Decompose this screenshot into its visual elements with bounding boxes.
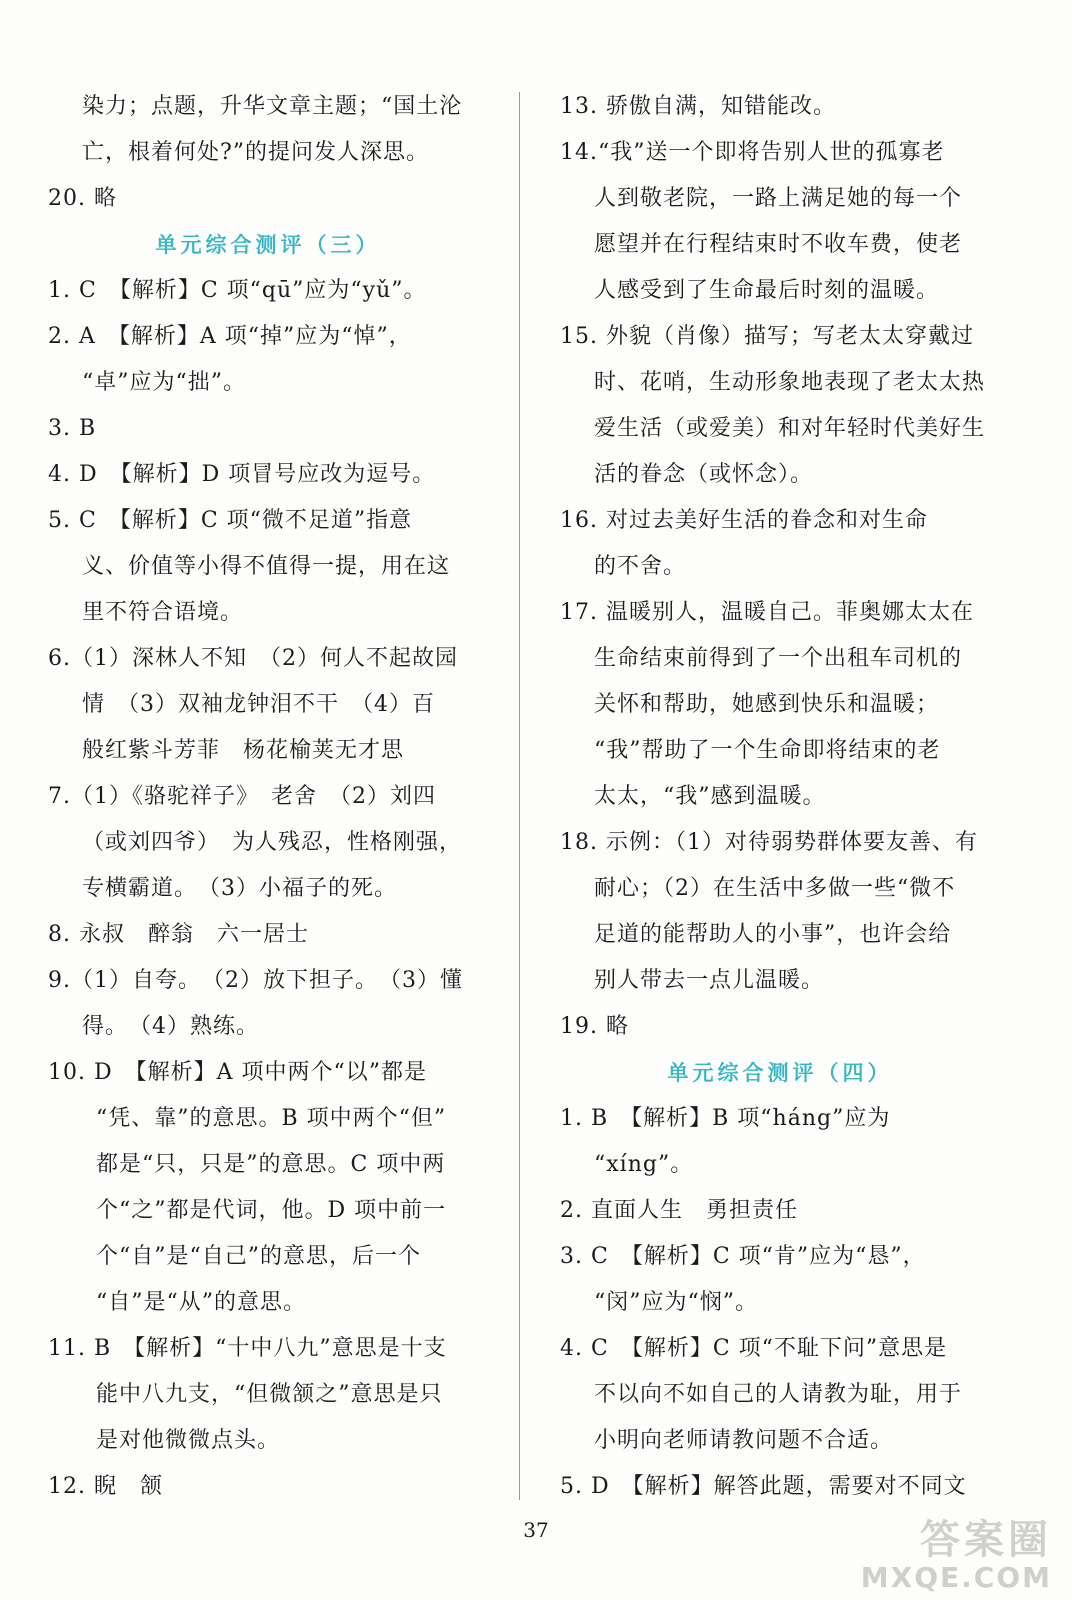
- answer-line: 义、价值等小得不值得一提，用在这: [82, 554, 451, 579]
- answer-line: 染力；点题，升华文章主题；“国土沦: [82, 94, 463, 119]
- answer-line: 7.（1）《骆驼祥子》 老舍 （2）刘四: [48, 784, 436, 809]
- answer-line: 生命结束前得到了一个出租车司机的: [594, 646, 963, 671]
- answer-line: 1. B 【解析】B 项“háng”应为: [560, 1106, 891, 1131]
- answer-line: 小明向老师请教问题不合适。: [594, 1428, 894, 1453]
- answer-line: 能中八九支，“但微颔之”意思是只: [96, 1382, 443, 1407]
- answer-line: 2. A 【解析】A 项“掉”应为“悼”，: [48, 324, 412, 349]
- answer-line: 的不舍。: [594, 554, 687, 579]
- left-column: [48, 84, 488, 1510]
- answer-line: 人到敬老院，一路上满足她的每一个: [594, 186, 963, 211]
- answer-line: 10. D 【解析】A 项中两个“以”都是: [48, 1060, 427, 1085]
- answer-line: 6.（1）深林人不知 （2）何人不起故园: [48, 646, 458, 671]
- answer-line: 1. C 【解析】C 项“qū”应为“yǔ”。: [48, 278, 427, 303]
- section-heading: 单元综合测评（三）: [155, 233, 381, 257]
- answer-line: 太太，“我”感到温暖。: [594, 784, 826, 809]
- answer-line: 4. D 【解析】D 项冒号应改为逗号。: [48, 462, 436, 487]
- answer-line: 别人带去一点儿温暖。: [594, 968, 825, 993]
- answer-line: 亡，根着何处?”的提问发人深思。: [82, 140, 430, 165]
- answer-line: “我”帮助了一个生命即将结束的老: [594, 738, 941, 763]
- answer-line: 16. 对过去美好生活的眷念和对生命: [560, 508, 928, 533]
- answer-line: 5. C 【解析】C 项“微不足道”指意: [48, 508, 413, 533]
- watermark: [861, 1518, 1052, 1594]
- answer-line: 2. 直面人生 勇担责任: [560, 1198, 798, 1223]
- answer-line: 17. 温暖别人，温暖自己。菲奥娜太太在: [560, 600, 974, 625]
- answer-line: 活的眷念（或怀念）。: [594, 462, 814, 487]
- answer-line: 11. B 【解析】“十中八九”意思是十支: [48, 1336, 447, 1361]
- answer-line: 5. D 【解析】解答此题，需要对不同文: [560, 1474, 967, 1499]
- answer-line: 人感受到了生命最后时刻的温暖。: [594, 278, 940, 303]
- answer-line: “闵”应为“悯”。: [594, 1290, 758, 1315]
- answer-line: （或刘四爷） 为人残忍，性格刚强，: [82, 830, 463, 855]
- answer-line: 19. 略: [560, 1014, 629, 1039]
- answer-line: 不以向不如自己的人请教为耻，用于: [594, 1382, 963, 1407]
- right-column: [560, 84, 1000, 1510]
- answer-line: 专横霸道。 （3）小福子的死。: [82, 876, 397, 901]
- answer-line: 20. 略: [48, 186, 117, 211]
- answer-line: 13. 骄傲自满，知错能改。: [560, 94, 836, 119]
- answer-line: 关怀和帮助，她感到快乐和温暖；: [594, 692, 940, 717]
- answer-line: “凭、靠”的意思。B 项中两个“但”: [96, 1106, 447, 1131]
- answer-line: “xíng”。: [594, 1152, 694, 1177]
- answer-line: 3. C 【解析】C 项“肯”应为“恳”，: [560, 1244, 926, 1269]
- answer-line: 8. 永叔 醉翁 六一居士: [48, 922, 309, 947]
- answer-line: 耐心；（2）在生活中多做一些“微不: [594, 876, 956, 901]
- answer-line: 12. 睨 颔: [48, 1474, 163, 1499]
- answer-line: 是对他微微点头。: [96, 1428, 281, 1453]
- page-number: 37: [523, 1518, 549, 1542]
- answer-line: 个“自”是“自己”的意思，后一个: [96, 1244, 421, 1269]
- answer-line: “自”是“从”的意思。: [96, 1290, 306, 1315]
- answer-line: 14.“我”送一个即将告别人世的孤寡老: [560, 140, 945, 165]
- answer-line: 9.（1）自夸。 （2）放下担子。 （3）懂: [48, 968, 463, 993]
- answer-line: “卓”应为“拙”。: [82, 370, 246, 395]
- answer-line: 情 （3）双袖龙钟泪不干 （4）百: [82, 692, 435, 717]
- section-heading: 单元综合测评（四）: [667, 1061, 893, 1085]
- answer-line: 足道的能帮助人的小事”，也许会给: [594, 922, 952, 947]
- column-divider: [519, 92, 520, 1500]
- answer-line: 时、花哨，生动形象地表现了老太太热: [594, 370, 986, 395]
- answer-line: 里不符合语境。: [82, 600, 244, 625]
- answer-line: 4. C 【解析】C 项“不耻下问”意思是: [560, 1336, 948, 1361]
- answer-line: 爱生活（或爱美）和对年轻时代美好生: [594, 416, 986, 441]
- watermark-url: MXQE.COM: [860, 1561, 1052, 1594]
- answer-line: 15. 外貌（肖像）描写；写老太太穿戴过: [560, 324, 974, 349]
- answer-line: 愿望并在行程结束时不收车费，使老: [594, 232, 963, 257]
- answer-line: 3. B: [48, 416, 97, 441]
- answer-line: 得。 （4）熟练。: [82, 1014, 259, 1039]
- answer-line: 18. 示例：（1）对待弱势群体要友善、有: [560, 830, 978, 855]
- answer-line: 般红紫斗芳菲 杨花榆荚无才思: [82, 738, 405, 763]
- answer-line: 个“之”都是代词，他。D 项中前一: [96, 1198, 447, 1223]
- watermark-logo-text: 答案圈: [920, 1517, 1052, 1563]
- answer-line: 都是“只，只是”的意思。C 项中两: [96, 1152, 446, 1177]
